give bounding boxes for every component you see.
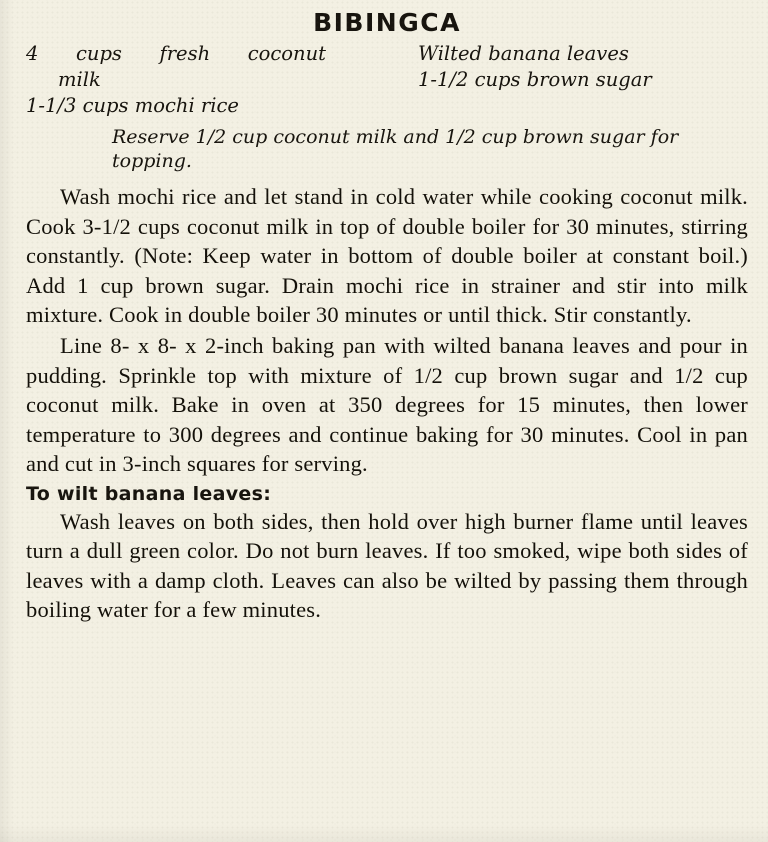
ingredient-item: milk <box>58 67 101 91</box>
ingredients-column-right <box>418 41 758 119</box>
ingredients-note: Reserve 1/2 cup coconut milk and 1/2 cup brown sugar for topping. <box>112 125 679 173</box>
subsection-text: Wash leaves on both sides, then hold over high burner flame until leaves turn a dull green color. Do not burn leaves. If too smoked, wipe both sides of leaves with a damp cloth. Leaves can also be wilted by passing them through boiling water for a few minutes. <box>26 508 748 623</box>
ingredients-column-left <box>26 41 418 119</box>
ingredient-item: 1-1/2 cups brown sugar <box>418 67 652 91</box>
instruction-step-1: Wash mochi rice and let stand in cold water while cooking coconut milk. Cook 3-1/2 cups coconut milk in top of double boiler for 30 minutes, stirring constantly. (Note: Keep water in bottom of double boiler at constant boil.) Add 1 cup brown sugar. Drain mochi rice in strainer and stir into milk mixture. Cook in double boiler 30 minutes or until thick. Stir constantly. <box>26 184 748 328</box>
ingredients-list <box>26 41 748 119</box>
instruction-step-2: Line 8- x 8- x 2-inch baking pan with wilted banana leaves and pour in pudding. Sprinkle top with mixture of 1/2 cup brown sugar and 1/2 cup coconut milk. Bake in oven at 350 degrees for 15 minutes, then lower temperature to 300 degrees and continue baking for 30 minutes. Cool in pan and cut in 3-inch squares for serving. <box>26 333 748 477</box>
ingredient-item: Wilted banana leaves <box>418 42 629 65</box>
ingredient-item: 4 cups fresh coconut <box>26 42 326 65</box>
page-title: BIBINGCA <box>313 8 461 37</box>
subsection-heading: To wilt banana leaves: <box>26 482 272 505</box>
ingredient-item: 1-1/3 cups mochi rice <box>26 93 239 117</box>
